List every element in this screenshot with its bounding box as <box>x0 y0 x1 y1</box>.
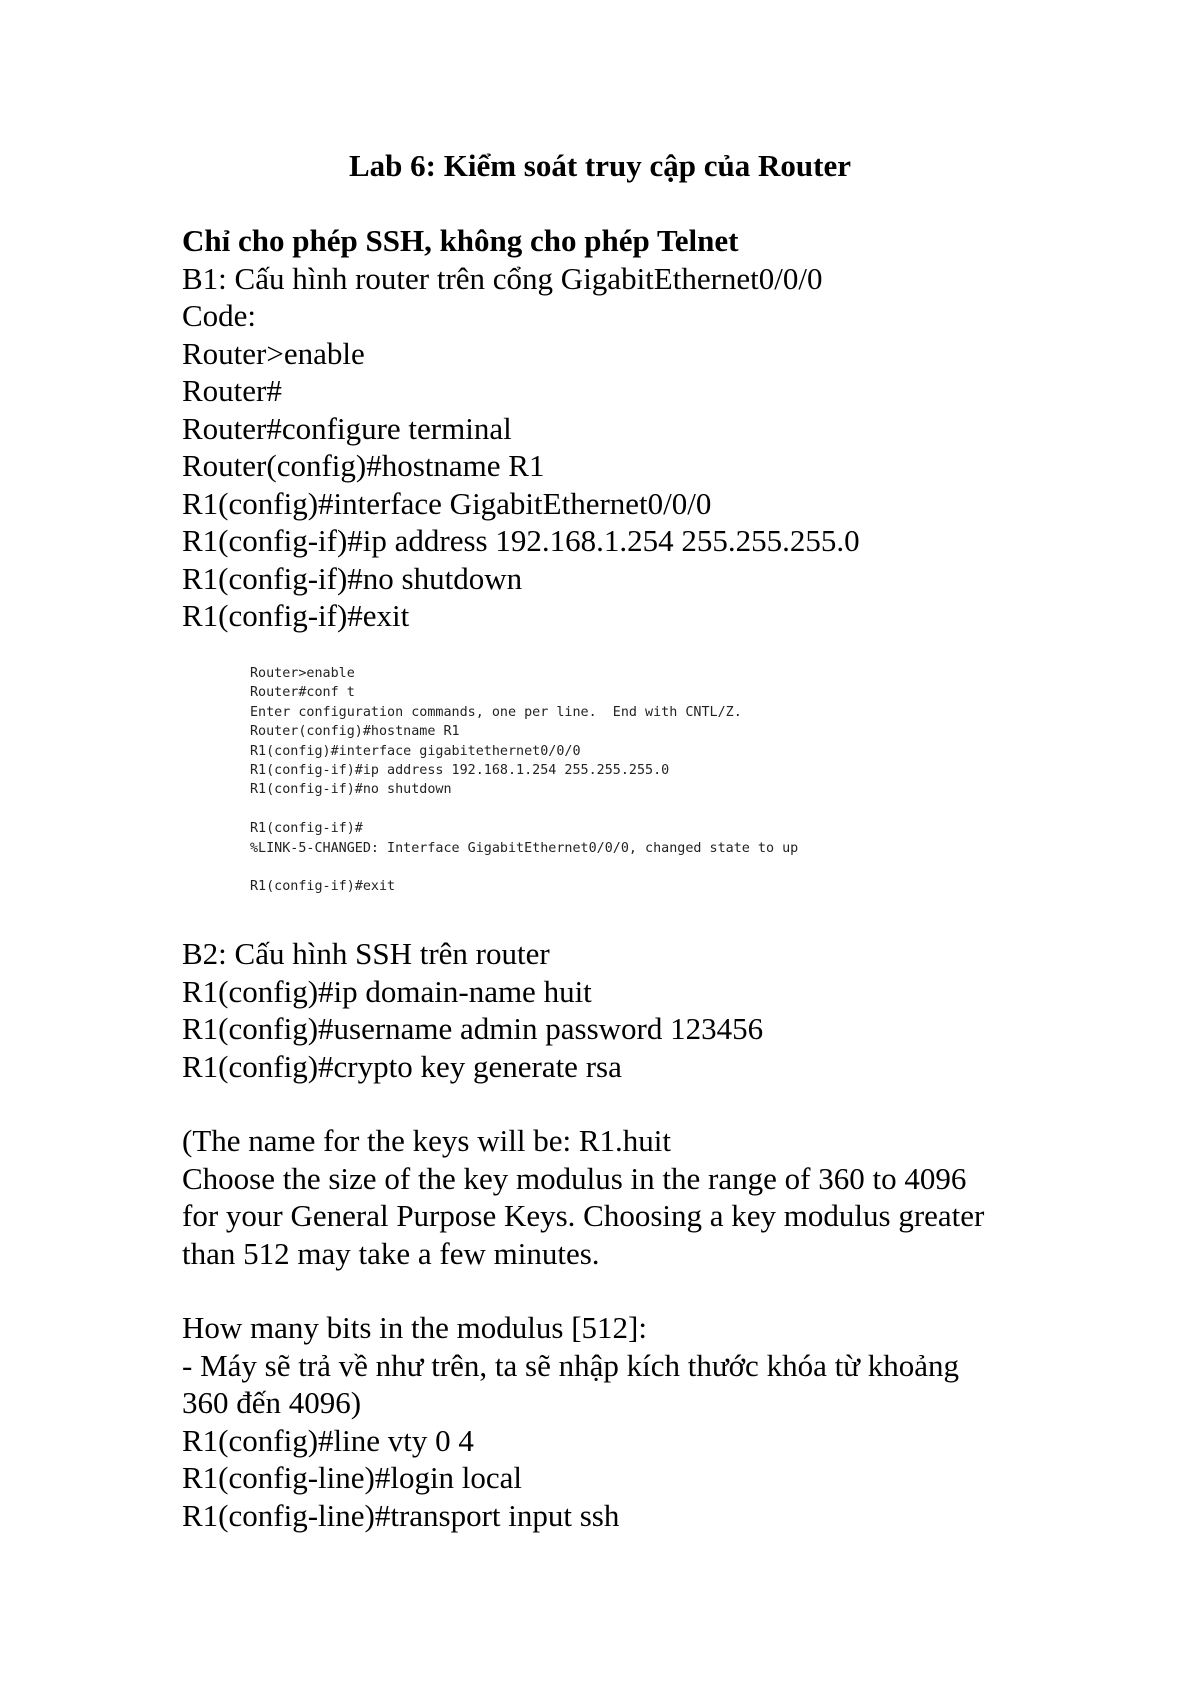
text-line: B1: Cấu hình router trên cổng GigabitEthernet0/0/0 <box>182 260 823 296</box>
note-line: (The name for the keys will be: R1.huit <box>182 1123 671 1158</box>
terminal-line: Router(config)#hostname R1 <box>250 724 460 740</box>
terminal-line: R1(config-if)#no shutdown <box>250 782 452 798</box>
note-line: than 512 may take a few minutes. <box>182 1235 600 1271</box>
section-2 <box>182 935 1082 1085</box>
text-line: Code: <box>182 298 257 333</box>
code-line: R1(config)#interface GigabitEthernet0/0/0 <box>182 485 712 521</box>
code-line: R1(config)#ip domain-name huit <box>182 973 592 1009</box>
terminal-line: R1(config)#interface gigabitethernet0/0/0 <box>250 743 581 759</box>
code-line: Router>enable <box>182 335 365 371</box>
terminal-line: %LINK-5-CHANGED: Interface GigabitEthernet0/0/0, changed state to up <box>250 840 799 856</box>
step-heading: B2: Cấu hình SSH trên router <box>182 936 550 971</box>
code-line: Router# <box>182 373 282 408</box>
rsa-note <box>182 1122 1082 1272</box>
section-2-tail <box>182 1309 1082 1534</box>
terminal-line: Enter configuration commands, one per line. End with CNTL/Z. <box>250 704 742 720</box>
code-line: R1(config-line)#login local <box>182 1460 523 1495</box>
code-line: R1(config)#line vty 0 4 <box>182 1422 474 1458</box>
note-line: Choose the size of the key modulus in the range of 360 to 4096 <box>182 1160 967 1196</box>
note-line: - Máy sẽ trả về như trên, ta sẽ nhập kích thước khóa từ khoảng <box>182 1347 959 1383</box>
code-line: Router#configure terminal <box>182 410 512 446</box>
section-1 <box>182 222 1082 635</box>
terminal-line: R1(config-if)#ip address 192.168.1.254 255.255.255.0 <box>250 762 670 778</box>
code-line: R1(config-if)#no shutdown <box>182 560 523 596</box>
terminal-line: R1(config-if)# <box>250 821 363 837</box>
code-line: R1(config-if)#exit <box>182 598 410 633</box>
terminal-screenshot <box>250 664 970 904</box>
terminal-blank-line <box>250 800 970 819</box>
note-line: How many bits in the modulus [512]: <box>182 1310 647 1345</box>
page-title: Lab 6: Kiểm soát truy cập của Router <box>349 148 851 183</box>
code-line: R1(config-line)#transport input ssh <box>182 1497 620 1533</box>
code-line: R1(config)#username admin password 123456 <box>182 1011 764 1046</box>
code-line: R1(config-if)#ip address 192.168.1.254 255.255.255.0 <box>182 523 860 558</box>
terminal-line: R1(config-if)#exit <box>250 879 396 895</box>
section-1-heading: Chỉ cho phép SSH, không cho phép Telnet <box>182 223 739 258</box>
note-line: for your General Purpose Keys. Choosing a key modulus greater <box>182 1198 985 1233</box>
code-line: Router(config)#hostname R1 <box>182 448 545 483</box>
terminal-line: Router#conf t <box>250 685 355 701</box>
terminal-blank-line <box>250 858 970 877</box>
code-line: R1(config)#crypto key generate rsa <box>182 1048 622 1084</box>
terminal-line: Router>enable <box>250 666 355 681</box>
note-line: 360 đến 4096) <box>182 1385 362 1420</box>
